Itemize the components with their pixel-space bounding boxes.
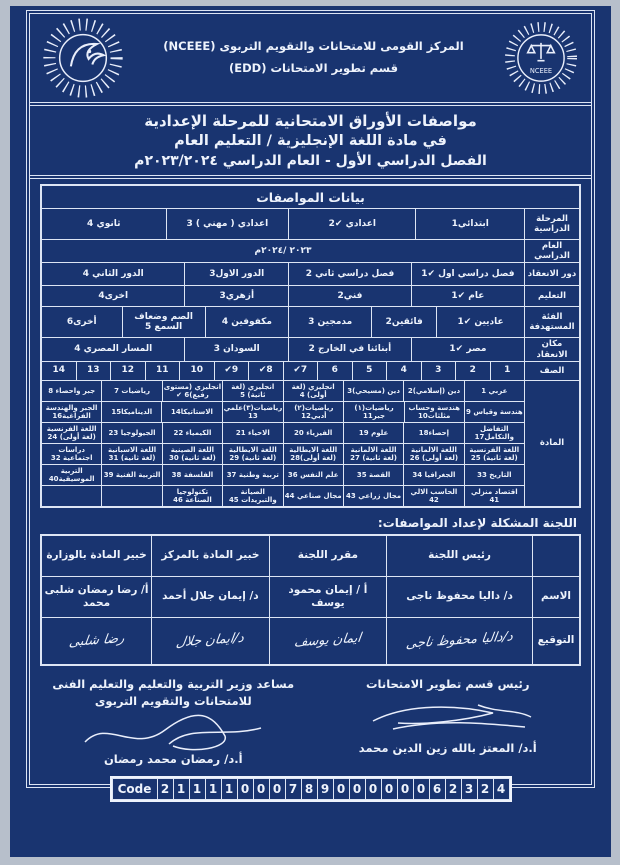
session-option: الدور الاول3 xyxy=(185,263,288,285)
subject-cell: اللغة الالمانية (لغة أولى) 26 xyxy=(404,444,463,464)
committee-signature-row xyxy=(42,618,579,664)
subject-cell: علم النفس 36 xyxy=(284,465,343,485)
code-digit-cell: 0 xyxy=(254,779,269,799)
code-digit-cell: 7 xyxy=(286,779,301,799)
subject-cell: التاريخ 33 xyxy=(465,465,524,485)
location-option: المسار المصري 4 xyxy=(42,338,184,360)
subject-cell: الاستاتيكا14 xyxy=(162,402,221,422)
grade-number-cell: 14 xyxy=(42,362,76,380)
subject-cell: اللغة الاسبانية (لغة ثانية) 31 xyxy=(102,444,161,464)
subject-cell: الصيانة والتبريدات 45 xyxy=(223,486,282,506)
grade-number-cell: 3 xyxy=(422,362,456,380)
grade-number-cell: 4 xyxy=(387,362,421,380)
location-option: أبنائنا في الخارج 2 xyxy=(289,338,411,360)
subject-cell: الحاسب الالي 42 xyxy=(404,486,463,506)
subject-cell: مجال زراعي 43 xyxy=(344,486,403,506)
code-digit-cell: 3 xyxy=(462,779,477,799)
code-digit-cell: 9 xyxy=(318,779,333,799)
subject-cell: الجيولوجيا 23 xyxy=(102,423,161,443)
session-option: الدور الثاني 4 xyxy=(42,263,184,285)
subject-cell: الجبر والهندسة الفراغية16 xyxy=(42,402,101,422)
code-digit-cell: 1 xyxy=(222,779,237,799)
committee-section-title: اللجنة المشكلة لإعداد المواصفات: xyxy=(377,515,577,530)
committee-member-name: أ/ رضا رمضان شلبى محمد xyxy=(42,577,151,617)
row-location xyxy=(42,338,579,360)
grade-number-cell: 10 xyxy=(180,362,214,380)
code-digit-cell: 0 xyxy=(334,779,349,799)
subject-cell: عربي 1 xyxy=(465,381,524,401)
officials-signature-section xyxy=(36,676,585,767)
target-option-checked: عاديين ✔1 xyxy=(437,307,524,337)
location-option: السودان 3 xyxy=(185,338,288,360)
stage-option: اعدادي ( مهني ) 3 xyxy=(167,209,289,239)
name-row-label: الاسم xyxy=(533,577,579,617)
code-digit-cell: 1 xyxy=(206,779,221,799)
code-digit-cell: 0 xyxy=(382,779,397,799)
handwritten-signature: ايمان يوسف xyxy=(293,630,363,651)
row-label-grade: الصف xyxy=(525,362,579,380)
subject-cell: دراسات اجتماعية 32 xyxy=(42,444,101,464)
grade-number-cell: 1 xyxy=(491,362,525,380)
subject-cell: انجليزي (مستوى رفيع)6 ✔ xyxy=(163,382,222,399)
target-option: فائقين2 xyxy=(372,307,436,337)
code-digit-cell: 4 xyxy=(494,779,509,799)
code-digit-cell: 2 xyxy=(158,779,173,799)
subject-cell: اللغة الالمانية (لغة ثانية) 27 xyxy=(344,444,403,464)
subject-grid xyxy=(42,381,524,506)
committee-member-name: أ / إيمان محمود يوسف xyxy=(270,577,387,617)
target-option: الصم وضعاف السمع 5 xyxy=(123,307,205,337)
row-label-location: مكان الانعقاد xyxy=(525,338,579,360)
code-digit-cell: 0 xyxy=(270,779,285,799)
code-digit-cell: 0 xyxy=(398,779,413,799)
official-right-title: رئيس قسم تطوير الامتحانات xyxy=(366,676,530,691)
grade-number-cell: 6 xyxy=(318,362,352,380)
subject-cell: دين (إسلامي)2 xyxy=(404,381,463,401)
signature-scribble-right xyxy=(353,695,543,747)
session-option: فصل دراسي ثاني 2 xyxy=(289,263,411,285)
education-option: أزهري3 xyxy=(185,286,288,306)
subject-cell: جبر واحصاء 8 xyxy=(42,381,101,401)
organization-department: قسم تطوير الامتحانات (EDD) xyxy=(228,61,399,75)
subject-cell: انجليزي (لغة ثانية) 5 xyxy=(223,381,282,401)
committee-column-header: رئيس اللجنة xyxy=(387,536,532,576)
subject-cell: مجال صناعي 44 xyxy=(284,486,343,506)
official-left-title-line-2: للامتحانات والتقويم التربوى xyxy=(94,694,252,708)
subject-cell: الفيزياء 20 xyxy=(284,423,343,443)
subject-cell: التفاضل والتكامل17 xyxy=(465,423,524,443)
grade-number-cells xyxy=(42,362,524,380)
spec-table-title: بيانات المواصفات xyxy=(42,186,579,208)
education-option: اخرى4 xyxy=(42,286,184,306)
academic-year-value: ٢٠٢٣ /٢٠٢٤م xyxy=(42,240,524,262)
grade-number-cell: ✔9 xyxy=(215,362,249,380)
code-digit-cell: 1 xyxy=(190,779,205,799)
organization-name: المركز القومى للامتحانات والتقويم التربوى (NCEEE) xyxy=(163,39,464,54)
official-right-name: أ.د/ المعتز بالله زين الدين محمد xyxy=(358,741,537,755)
code-digit-cell: 8 xyxy=(302,779,317,799)
subject-cell: القصة 35 xyxy=(344,465,403,485)
official-right-block xyxy=(311,676,586,767)
session-option-checked: فصل دراسي اول ✔1 xyxy=(412,263,524,285)
handwritten-signature: د/داليا محفوظ ناجى xyxy=(405,629,514,652)
subject-cell: الكيمياء 22 xyxy=(163,423,222,443)
subject-cell: دين (مسيحي)3 xyxy=(344,381,403,401)
committee-table xyxy=(40,534,581,666)
organization-block xyxy=(126,36,501,80)
committee-column-header: مقرر اللجنة xyxy=(270,536,387,576)
row-label-target-group: الفئة المستهدفة xyxy=(525,307,579,337)
row-stage xyxy=(42,209,579,239)
row-academic-year xyxy=(42,240,579,262)
grade-number-cell: ✔7 xyxy=(284,362,318,380)
committee-corner-cell xyxy=(533,536,579,576)
stage-option: ابتدائي1 xyxy=(416,209,524,239)
document-header xyxy=(30,14,591,102)
code-digit-cell: 2 xyxy=(446,779,461,799)
subject-cell: علوم 19 xyxy=(344,423,403,443)
committee-column-header: خبير المادة بالمركز xyxy=(152,536,269,576)
scales-of-justice-icon xyxy=(528,43,555,61)
row-label-stage: المرحلة الدراسية xyxy=(525,209,579,239)
subject-cell: الديناميكا15 xyxy=(102,402,161,422)
committee-name-row xyxy=(42,577,579,617)
subject-cell: الاحياء 21 xyxy=(223,423,282,443)
subject-cell: اللغة الايطالية (لغة ثانية) 29 xyxy=(223,444,282,464)
code-bar xyxy=(110,776,512,802)
grade-number-cell: 5 xyxy=(353,362,387,380)
code-digit-cell: 0 xyxy=(350,779,365,799)
document-title-block xyxy=(30,106,591,175)
subject-cell: انجليزي (لغة أولى) 4 xyxy=(284,381,343,401)
target-option: أخرى6 xyxy=(42,307,122,337)
logo-acronym-text: NCEEE xyxy=(529,67,553,76)
row-target-group xyxy=(42,307,579,337)
grade-number-cell: 2 xyxy=(456,362,490,380)
code-digit-cell: 1 xyxy=(174,779,189,799)
subject-cell: اللغة الفرنسية (لغة ثانية) 25 xyxy=(465,444,524,464)
handwritten-signature: د/ايمان جلال xyxy=(175,630,246,651)
grade-number-cell: ✔8 xyxy=(249,362,283,380)
code-bar-wrapper xyxy=(30,776,591,802)
nceee-sunburst-logo-left xyxy=(40,16,126,100)
code-digit-cell: 0 xyxy=(238,779,253,799)
handwritten-signature: رضا شلبى xyxy=(67,630,126,650)
subject-cell: رياضيات(٢) أدبي12 xyxy=(284,402,343,422)
row-session xyxy=(42,263,579,285)
official-left-title-line-1: مساعد وزير التربية والتعليم والتعليم الفنى xyxy=(52,676,295,691)
code-label: Code xyxy=(113,779,157,799)
grade-number-cell: 12 xyxy=(111,362,145,380)
nceee-sunburst-logo-right xyxy=(501,18,581,98)
committee-member-name: د/ داليا محفوظ ناجى xyxy=(387,577,532,617)
subject-cell: التربية الموسيقية40 xyxy=(42,465,101,485)
stage-option-checked: اعدادي ✔2 xyxy=(289,209,415,239)
signature-row-label: التوقيع xyxy=(533,618,579,664)
subject-cell: الجغرافيا 34 xyxy=(404,465,463,485)
education-option-checked: عام ✔1 xyxy=(412,286,524,306)
stage-option: ثانوي 4 xyxy=(42,209,166,239)
subject-cell: اللغة الايطالية (لغة أولى)28 xyxy=(284,444,343,464)
subject-cell: رياضيات(١) جبر11 xyxy=(344,402,403,422)
content-frame-inner xyxy=(29,13,592,797)
document-sheet xyxy=(10,6,611,857)
code-digit-cell: 0 xyxy=(366,779,381,799)
subject-cell: رياضيات 7 xyxy=(102,381,161,401)
subject-cell: التربية الفنية 39 xyxy=(102,465,161,485)
subject-cell: هندسة وقياس 9 xyxy=(465,402,524,422)
title-line-3: الفصل الدراسي الأول - العام الدراسي ٢٠٢٣/٢٠٢٤م xyxy=(134,153,487,169)
subject-cell: رياضيات(٣)علمي 13 xyxy=(223,403,283,420)
subject-cell xyxy=(102,486,161,506)
education-option: فني2 xyxy=(289,286,411,306)
row-label-subject: المادة xyxy=(525,381,579,506)
row-education-type xyxy=(42,286,579,306)
row-label-academic-year: العام الدراسي xyxy=(525,240,579,262)
subject-cell: اللغة الصينية (لغة ثانية) 30 xyxy=(163,444,222,464)
subject-cell: تربية وطنية 37 xyxy=(223,465,282,485)
title-line-2: في مادة اللغة الإنجليزية / التعليم العام xyxy=(174,133,447,149)
target-option: مكفوفين 4 xyxy=(206,307,288,337)
content-frame xyxy=(26,10,595,797)
location-option-checked: مصر ✔1 xyxy=(412,338,524,360)
title-line-1: مواصفات الأوراق الامتحانية للمرحلة الإعدادية xyxy=(144,112,477,130)
target-option: مدمجين 3 xyxy=(289,307,371,337)
bird-swirl-icon xyxy=(71,44,104,67)
grade-number-cell: 11 xyxy=(146,362,180,380)
subject-cell: اقتصاد منزلي 41 xyxy=(465,486,524,506)
subject-cell xyxy=(42,486,101,506)
row-grade xyxy=(42,362,579,380)
code-digit-cell: 2 xyxy=(478,779,493,799)
subject-cell: الفلسفة 38 xyxy=(163,465,222,485)
row-label-education-type: التعليم xyxy=(525,286,579,306)
code-digit-cells xyxy=(158,779,509,799)
official-left-name: أ.د/ رمضان محمد رمضان xyxy=(103,752,243,767)
subject-cell: إحصاء18 xyxy=(404,423,463,443)
specifications-table xyxy=(40,184,581,508)
subject-cell: اللغة الفرنسية (لغة أولى) 24 xyxy=(42,423,101,443)
code-digit-cell: 6 xyxy=(430,779,445,799)
committee-header-row xyxy=(42,536,579,576)
row-subjects xyxy=(42,381,579,506)
official-left-block xyxy=(36,676,311,767)
row-label-session: دور الانعقاد xyxy=(525,263,579,285)
grade-number-cell: 13 xyxy=(77,362,111,380)
subject-cell: هندسة وحساب مثلثات10 xyxy=(405,402,464,422)
committee-column-header: خبير المادة بالوزارة xyxy=(42,536,151,576)
committee-member-name: د/ إيمان جلال أحمد xyxy=(152,577,269,617)
subject-cell: تكنولوجيا الصناعة 46 xyxy=(163,486,222,506)
double-divider xyxy=(30,175,591,179)
code-digit-cell: 0 xyxy=(414,779,429,799)
